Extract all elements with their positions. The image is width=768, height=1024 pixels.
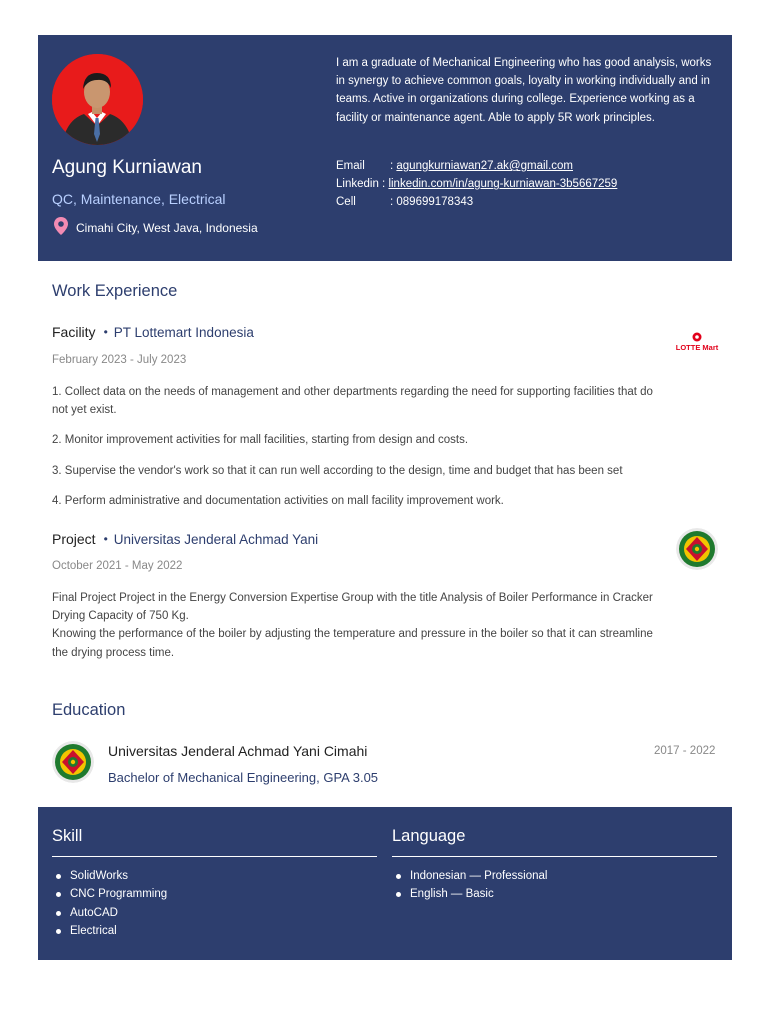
skills-title: Skill	[52, 827, 377, 857]
skills-list	[52, 867, 377, 941]
education-school: Universitas Jenderal Achmad Yani Cimahi	[108, 743, 368, 759]
job-dates: February 2023 - July 2023	[52, 354, 187, 366]
job-item: 3. Supervise the vendor's work so that it can run well according to the design, time and budget that has been set	[52, 464, 623, 477]
job-item: 4. Perform administrative and documentation activities on mall facility improvement work.	[52, 494, 504, 507]
university-logo	[676, 528, 718, 570]
contact-cell: Cell : 089699178343	[336, 193, 617, 211]
profile-summary: I am a graduate of Mechanical Engineering who has good analysis, works in synergy to achieve common goals, loyalty in working individually and in teams. Active in organizations during college. Experience working as a facility or maintenance agent. Able to apply 5R work principles.	[336, 57, 712, 124]
education-degree: Bachelor of Mechanical Engineering, GPA 3.05	[108, 770, 379, 785]
skill-item: Electrical	[52, 922, 377, 940]
job-description	[52, 589, 662, 662]
profile-role: QC, Maintenance, Electrical	[52, 191, 226, 207]
project-text: Knowing the performance of the boiler by adjusting the temperature and pressure in the boiler so that it can streamline the drying process time.	[52, 628, 653, 659]
profile-name: Agung Kurniawan	[52, 157, 202, 178]
job-company: Universitas Jenderal Achmad Yani	[113, 531, 319, 547]
language-item: English — Basic	[392, 885, 717, 903]
profile-photo	[52, 54, 143, 145]
contact-label: Cell	[336, 196, 356, 209]
job-item: 2. Monitor improvement activities for mall facilities, starting from design and costs.	[52, 434, 469, 447]
contact-label: Email	[336, 160, 365, 172]
cell-number: 089699178343	[396, 196, 474, 209]
job-heading	[52, 531, 318, 547]
profile-header	[38, 35, 732, 261]
languages-list	[392, 867, 717, 904]
skill-item: CNC Programming	[52, 885, 377, 903]
lottemart-logo	[672, 331, 722, 353]
contact-email: Email : agungkurniawan27.ak@gmail.com	[336, 157, 617, 175]
job-title: Project	[52, 531, 96, 547]
job-dates: October 2021 - May 2022	[52, 560, 183, 572]
job-item: 1. Collect data on the needs of management and other departments regarding the need for supporting facilities that do not yet exist.	[52, 386, 653, 417]
languages-column	[392, 827, 717, 904]
location-text: Cimahi City, West Java, Indonesia	[76, 220, 258, 235]
skill-item: SolidWorks	[52, 867, 377, 885]
contact-list	[336, 157, 617, 212]
job-description	[52, 383, 662, 522]
skills-languages-panel	[38, 807, 732, 960]
work-experience-title: Work Experience	[52, 282, 178, 300]
contact-linkedin: Linkedin : linkedin.com/in/agung-kurniawan-3b5667259	[336, 175, 617, 193]
bullet-dot: •	[103, 325, 108, 339]
job-title: Facility	[52, 324, 96, 340]
languages-title: Language	[392, 827, 717, 857]
profile-location	[54, 217, 258, 238]
language-item: Indonesian — Professional	[392, 867, 717, 885]
project-text: Final Project Project in the Energy Conversion Expertise Group with the title Analysis of Boiler Performance in Cracker Drying Capacity of 750 Kg.	[52, 592, 653, 623]
location-pin-icon	[54, 217, 68, 238]
skill-item: AutoCAD	[52, 904, 377, 922]
job-heading	[52, 324, 254, 340]
linkedin-link[interactable]: linkedin.com/in/agung-kurniawan-3b5667259	[388, 178, 618, 191]
bullet-dot: •	[103, 532, 108, 546]
contact-label: Linkedin	[336, 178, 379, 191]
university-logo	[52, 741, 94, 783]
education-title: Education	[52, 701, 126, 719]
lotte-logo-text: LOTTE Mart	[675, 343, 719, 352]
email-link[interactable]: agungkurniawan27.ak@gmail.com	[396, 160, 573, 172]
education-years: 2017 - 2022	[654, 745, 716, 757]
skills-column	[52, 827, 377, 941]
job-company: PT Lottemart Indonesia	[113, 324, 254, 340]
